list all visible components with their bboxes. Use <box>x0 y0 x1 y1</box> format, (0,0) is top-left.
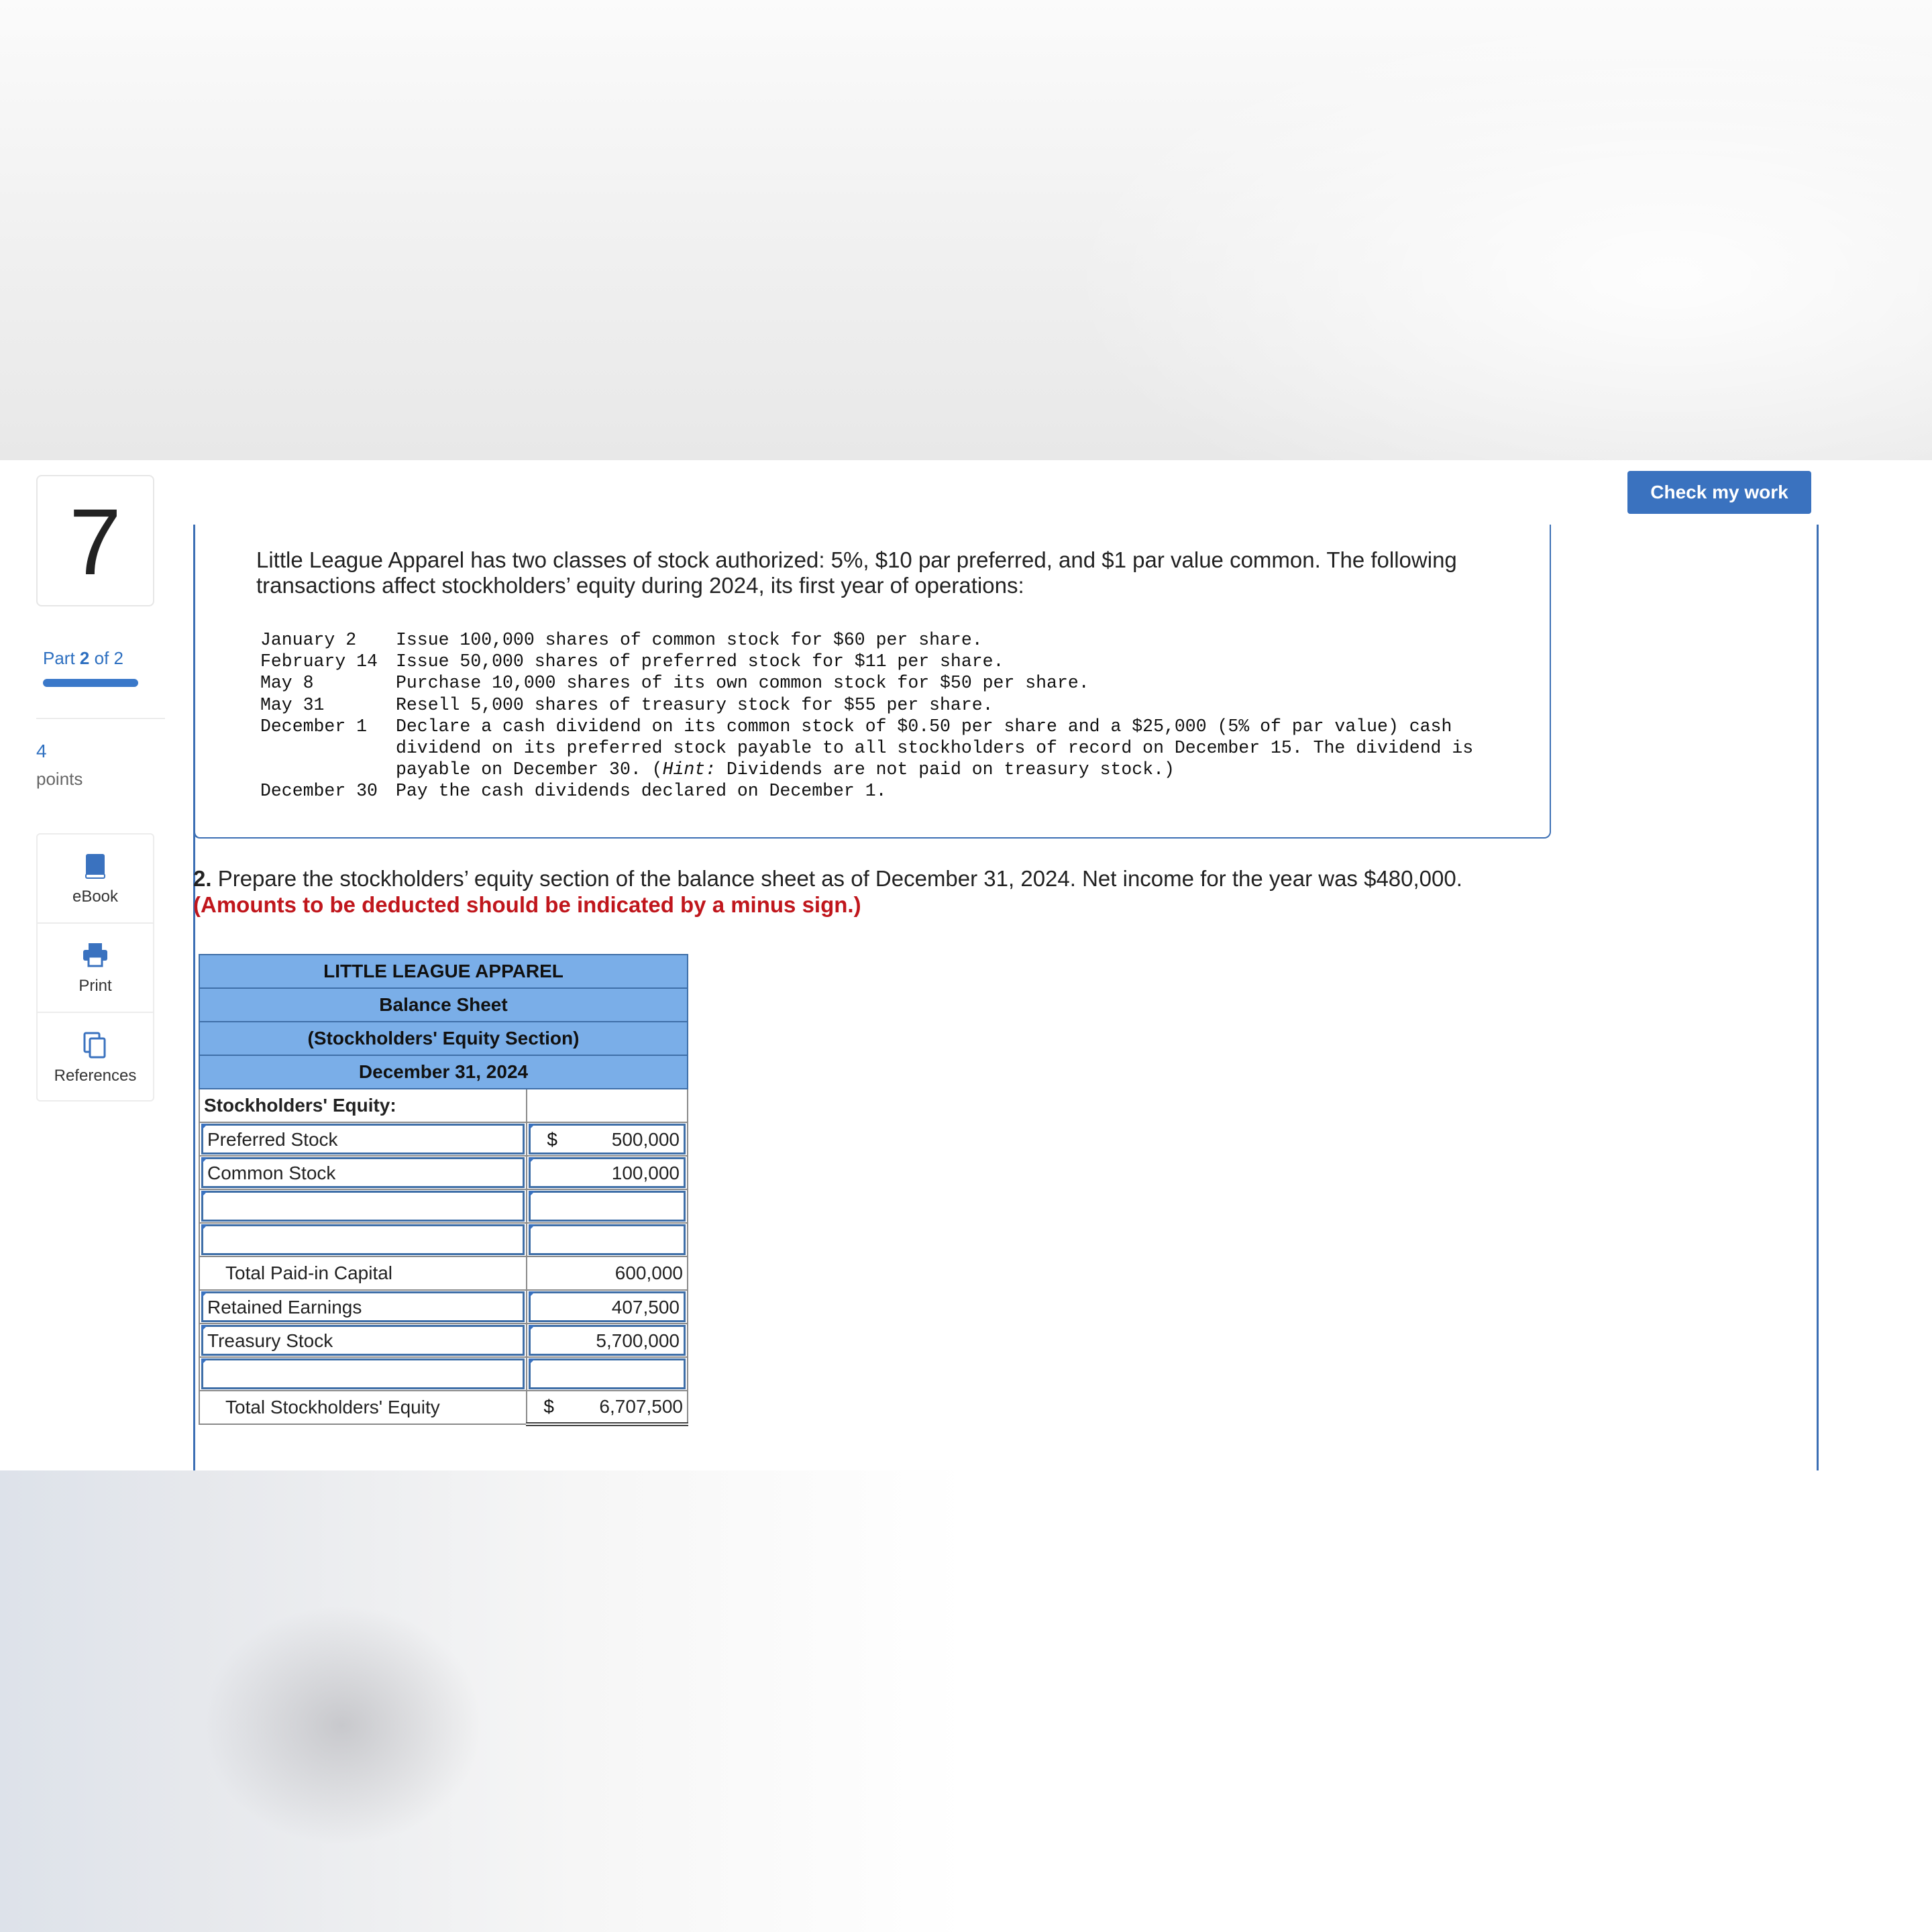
empty-cell <box>527 1089 688 1122</box>
transaction-desc: Pay the cash dividends declared on December 1. <box>396 781 887 802</box>
statement-date: December 31, 2024 <box>199 1055 688 1089</box>
currency-symbol: $ <box>543 1396 554 1417</box>
blurred-background-top <box>0 0 1932 460</box>
total-paid-in-amount: 600,000 <box>527 1256 688 1290</box>
references-button[interactable] <box>38 1013 153 1102</box>
transaction-row <box>260 780 1535 802</box>
table-header-row <box>199 1055 688 1089</box>
task-text: Prepare the stockholders’ equity section of the balance sheet as of December 31, 2024. Net income for the year was $480,000. <box>211 866 1462 891</box>
transaction-date: December 30 <box>260 781 378 802</box>
balance-sheet-table <box>199 954 688 1426</box>
table-row <box>199 1089 688 1122</box>
transaction-date: May 8 <box>260 673 314 694</box>
transaction-row <box>260 651 1535 672</box>
common-stock-amount-field[interactable] <box>529 1157 686 1188</box>
printer-icon <box>80 941 110 970</box>
print-label: Print <box>78 976 112 995</box>
points-label: points <box>36 769 83 789</box>
preferred-stock-amount: 500,000 <box>611 1129 680 1150</box>
transaction-desc: Purchase 10,000 shares of its own common stock for $50 per share. <box>396 673 1089 694</box>
transaction-row <box>260 672 1535 694</box>
blank-label-field-1[interactable] <box>201 1191 525 1222</box>
task-number: 2. <box>193 866 212 891</box>
table-row <box>199 1324 688 1357</box>
table-row <box>199 1256 688 1290</box>
preferred-stock-amount-field[interactable] <box>529 1124 686 1155</box>
book-icon <box>80 851 110 881</box>
table-header-row <box>199 988 688 1022</box>
hint-label: Hint: <box>662 759 716 780</box>
task-warning: (Amounts to be deducted should be indicated by a minus sign.) <box>193 892 861 917</box>
references-label: References <box>54 1066 137 1085</box>
table-header-row <box>199 955 688 988</box>
section-label: Stockholders' Equity: <box>199 1089 527 1122</box>
part-progress-bar <box>43 679 138 687</box>
blank-amount-field-2[interactable] <box>529 1224 686 1255</box>
transaction-desc-part: Declare a cash dividend on its common stock of $0.50 per share and a $25,000 (5% of par value) cash dividend on its preferred stock payable to all stockholders of record on December 15. The dividend is payable on December 30. ( <box>396 716 1474 780</box>
table-row <box>199 1357 688 1391</box>
table-row <box>199 1122 688 1156</box>
blank-label-field-2[interactable] <box>201 1224 525 1255</box>
content-frame-right <box>1817 525 1819 1470</box>
table-row <box>199 1189 688 1223</box>
common-stock-amount: 100,000 <box>611 1163 680 1183</box>
part-current: 2 <box>79 648 90 668</box>
transaction-date: December 1 <box>260 716 368 737</box>
transactions-list <box>260 629 1535 802</box>
task-prompt <box>193 865 1776 918</box>
part-label: Part <box>43 648 75 668</box>
ebook-button[interactable] <box>38 835 153 924</box>
part-indicator <box>43 648 123 669</box>
treasury-stock-amount-field[interactable] <box>529 1325 686 1356</box>
print-button[interactable] <box>38 924 153 1013</box>
transaction-desc <box>396 716 1535 781</box>
tools-panel <box>36 833 154 1102</box>
total-equity-label: Total Stockholders' Equity <box>199 1391 527 1424</box>
transaction-desc: Issue 50,000 shares of preferred stock for $11 per share. <box>396 651 1004 672</box>
part-total: of 2 <box>94 648 123 668</box>
transaction-date: February 14 <box>260 651 378 672</box>
total-paid-in-label: Total Paid-in Capital <box>199 1256 527 1290</box>
blank-amount-field-3[interactable] <box>529 1358 686 1389</box>
transaction-desc-part: Dividends are not paid on treasury stock.) <box>716 759 1175 780</box>
transaction-row <box>260 694 1535 716</box>
table-row <box>199 1391 688 1424</box>
currency-symbol: $ <box>547 1129 557 1150</box>
treasury-stock-amount: 5,700,000 <box>596 1330 680 1351</box>
check-my-work-button[interactable]: Check my work <box>1627 471 1811 514</box>
transaction-desc: Resell 5,000 shares of treasury stock for $55 per share. <box>396 694 994 715</box>
problem-intro: Little League Apparel has two classes of stock authorized: 5%, $10 par preferred, and $1 par value common. The following transactions affect stockholders’ equity during 2024, its first year of operations: <box>256 547 1457 598</box>
retained-earnings-amount: 407,500 <box>611 1297 680 1318</box>
blurred-background-bottom <box>0 1470 1932 1932</box>
common-stock-label-field[interactable]: Common Stock <box>201 1157 525 1188</box>
blank-label-field-3[interactable] <box>201 1358 525 1389</box>
ebook-label: eBook <box>72 887 119 906</box>
retained-earnings-label-field[interactable]: Retained Earnings <box>201 1291 525 1322</box>
rail-divider <box>36 718 165 719</box>
transaction-row <box>260 629 1535 651</box>
company-name: LITTLE LEAGUE APPAREL <box>199 955 688 988</box>
treasury-stock-label-field[interactable]: Treasury Stock <box>201 1325 525 1356</box>
blank-amount-field-1[interactable] <box>529 1191 686 1222</box>
retained-earnings-amount-field[interactable] <box>529 1291 686 1322</box>
transaction-date: January 2 <box>260 630 357 650</box>
documents-icon <box>80 1030 110 1060</box>
preferred-stock-label-field[interactable]: Preferred Stock <box>201 1124 525 1155</box>
points-value: 4 <box>36 741 47 761</box>
statement-title: Balance Sheet <box>199 988 688 1022</box>
total-equity-amount-cell <box>527 1391 688 1424</box>
statement-subtitle: (Stockholders' Equity Section) <box>199 1022 688 1055</box>
transaction-row <box>260 716 1535 781</box>
transaction-desc: Issue 100,000 shares of common stock for $60 per share. <box>396 630 983 650</box>
table-row <box>199 1156 688 1189</box>
table-header-row <box>199 1022 688 1055</box>
transaction-date: May 31 <box>260 694 325 715</box>
total-equity-amount: 6,707,500 <box>599 1396 683 1417</box>
table-row <box>199 1290 688 1324</box>
table-row <box>199 1223 688 1256</box>
question-number: 7 <box>36 475 154 606</box>
question-panel <box>0 460 1932 1470</box>
